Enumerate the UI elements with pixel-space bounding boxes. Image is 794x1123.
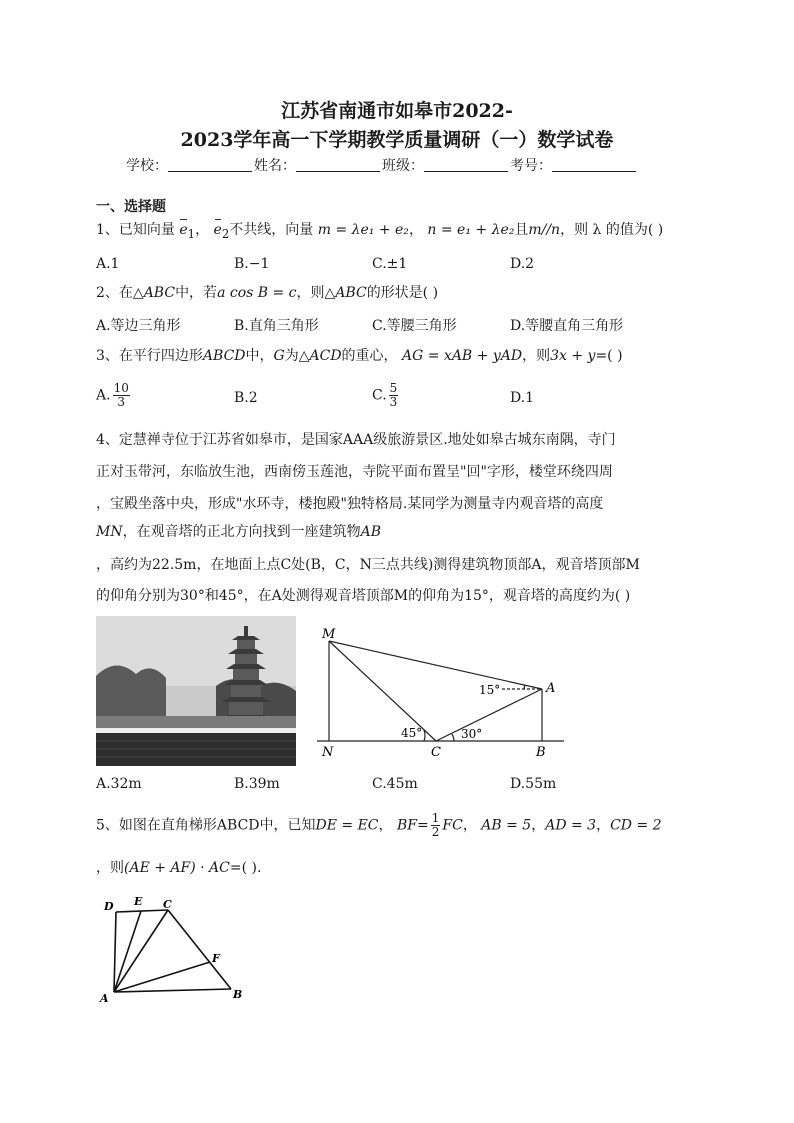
exam-title-line1: 江苏省南通市如皋市2022- <box>281 100 513 122</box>
q5-half-den: 2 <box>431 825 440 839</box>
q4-line-6: 的仰角分别为30°和45°，在A处测得观音塔顶部M的仰角为15°，观音塔的高度约为( ) <box>96 588 631 604</box>
q5-line2b: =( ). <box>229 860 262 876</box>
q4-line-1: 4、定慧禅寺位于江苏省如皋市，是国家AAA级旅游景区.地处如皋古城东南隅，寺门 <box>96 432 616 448</box>
q5-sep-4: ， <box>596 817 611 834</box>
q4-line-4 <box>96 522 381 542</box>
school-label: 学校： <box>126 158 168 174</box>
q5-ad: AD = 3 <box>545 817 597 834</box>
q4-option-a[interactable]: A.32m <box>96 776 142 792</box>
q4-line-5: ，高约为22.5m，在地面上点C处(B，C，N三点共线)测得建筑物顶部A，观音塔顶部M <box>96 557 640 573</box>
q3-option-b[interactable]: B.2 <box>234 390 258 406</box>
q1-prefix: 1、已知向量 <box>96 222 175 238</box>
trap-label-a: A <box>100 992 109 1005</box>
q3-text5: ，则 <box>522 348 551 364</box>
question-5-line-2 <box>96 858 261 878</box>
q1-sub1: 1 <box>187 226 196 241</box>
q1-cond: 且 <box>514 222 529 238</box>
q3-opt-c-den: 3 <box>389 395 398 409</box>
q3-opt-a-den: 3 <box>117 395 126 409</box>
q3-opt-a-prefix: A. <box>96 387 111 404</box>
q1-sep1: ， <box>195 222 210 238</box>
trap-label-d: D <box>104 900 114 913</box>
q5-text1: 5、如图在直角梯形ABCD中，已知 <box>96 817 316 834</box>
q2-option-b[interactable]: B.直角三角形 <box>234 318 319 334</box>
label-n: N <box>322 745 334 758</box>
question-3 <box>96 346 623 366</box>
student-info-row <box>126 155 638 175</box>
q2-text4: 的形状是( ) <box>366 285 439 301</box>
tower-geometry-diagram <box>312 626 568 758</box>
q3-opt-a-num: 10 <box>113 381 129 395</box>
pagoda-photo <box>96 616 296 766</box>
q5-half-fraction <box>431 812 441 839</box>
q2-text1: 2、在△ <box>96 285 144 301</box>
label-b: B <box>536 745 546 758</box>
q5-ab: AB = 5 <box>481 817 532 834</box>
q2-option-a[interactable]: A.等边三角形 <box>96 318 181 334</box>
q3-expr2: 3x + y <box>550 348 596 364</box>
q1-option-a[interactable]: A.1 <box>96 256 120 272</box>
name-field[interactable] <box>296 157 380 172</box>
q4-line-3: ，宝殿坐落中央，形成"水环寺，楼抱殿"独特格局.某同学为测量寺内观音塔的高度 <box>96 496 604 512</box>
id-field[interactable] <box>552 157 636 172</box>
q3-text4: 的重心， <box>341 348 398 364</box>
q5-line2a: ，则 <box>96 860 124 876</box>
q2-option-d[interactable]: D.等腰直角三角形 <box>510 318 624 334</box>
trap-label-b: B <box>233 988 243 1001</box>
q4-mn: MN <box>96 524 123 540</box>
q2-text2: 中，若 <box>175 285 218 301</box>
q5-sep-1: ， <box>378 817 393 834</box>
q3-opt-c-prefix: C. <box>372 387 387 404</box>
q2-text3: ，则△ <box>296 285 336 301</box>
school-field[interactable] <box>168 157 252 172</box>
q5-expr: (AE + AF) · AC <box>124 860 230 876</box>
q3-text6: =( ) <box>595 348 623 364</box>
label-m: M <box>322 627 336 642</box>
id-label: 考号： <box>510 158 552 174</box>
question-5-line-1 <box>96 812 662 839</box>
label-angle-45: 45° <box>401 726 423 740</box>
q3-opt-c-fraction <box>389 382 399 409</box>
q3-text2: 中， <box>245 348 274 364</box>
trap-label-f: F <box>212 952 220 965</box>
q5-sep-3: ， <box>531 817 546 834</box>
q3-option-d[interactable]: D.1 <box>510 390 535 406</box>
q1-sep2: ， <box>408 222 423 238</box>
exam-title-line2: 2023学年高一下学期教学质量调研（一）数学试卷 <box>180 129 614 151</box>
question-2 <box>96 283 438 303</box>
q5-eq: = <box>417 817 429 834</box>
label-c: C <box>431 745 441 758</box>
trapezoid-diagram <box>96 892 256 1010</box>
q1-n-expr: n = e₁ + λe₂ <box>427 222 515 238</box>
q1-mid: 不共线，向量 <box>229 222 314 238</box>
q2-abc2: ABC <box>335 285 367 301</box>
q5-cd: CD = 2 <box>610 817 662 834</box>
q2-abc: ABC <box>143 285 176 301</box>
q5-half-num: 1 <box>431 811 440 825</box>
q5-fc: FC <box>442 817 463 834</box>
q1-tail: ，则 λ 的值为( ) <box>560 222 664 238</box>
class-field[interactable] <box>424 157 508 172</box>
q3-text1: 3、在平行四边形 <box>96 348 203 364</box>
trap-label-c: C <box>163 898 172 911</box>
q4-option-b[interactable]: B.39m <box>234 776 280 792</box>
vector-e1: e <box>179 222 188 238</box>
q1-option-c[interactable]: C.±1 <box>372 256 408 272</box>
q3-text3: 为△ <box>284 348 310 364</box>
q3-option-a[interactable] <box>96 382 132 409</box>
section-title: 一、选择题 <box>96 199 166 215</box>
q4-ab: AB <box>360 524 381 540</box>
label-a: A <box>546 681 556 696</box>
q3-abcd: ABCD <box>202 348 246 364</box>
q1-m-expr: m = λe₁ + e₂ <box>317 222 409 238</box>
q4-option-c[interactable]: C.45m <box>372 776 418 792</box>
name-label: 姓名： <box>254 158 296 174</box>
q2-option-c[interactable]: C.等腰三角形 <box>372 318 457 334</box>
q1-sub2: 2 <box>221 226 230 241</box>
q1-parallel: m//n <box>528 222 561 238</box>
q3-opt-a-fraction <box>113 382 130 409</box>
q3-option-c[interactable] <box>372 382 400 409</box>
q3-opt-c-num: 5 <box>389 381 398 395</box>
q5-de-ec: DE = EC <box>315 817 379 834</box>
q3-vector-expr: AG = xAB + yAD <box>402 348 523 364</box>
q4-line4-text: ，在观音塔的正北方向找到一座建筑物 <box>122 524 361 540</box>
label-angle-30: 30° <box>461 727 483 741</box>
question-1 <box>96 220 663 244</box>
q4-option-d[interactable]: D.55m <box>510 776 557 792</box>
q3-g: G <box>273 348 285 364</box>
q1-option-b[interactable]: B.−1 <box>234 256 270 272</box>
q4-line-2: 正对玉带河，东临放生池，西南傍玉莲池，寺院平面布置呈"回"字形，楼堂环绕四周 <box>96 464 613 480</box>
q5-bf: BF <box>396 817 417 834</box>
trap-label-e: E <box>134 895 143 908</box>
vector-e2: e <box>213 222 222 238</box>
q1-option-d[interactable]: D.2 <box>510 256 535 272</box>
q5-sep-2: ， <box>462 817 477 834</box>
q3-acd: ACD <box>309 348 342 364</box>
label-angle-15: 15° <box>479 683 501 697</box>
q2-expr: a cos B = c <box>217 285 297 301</box>
class-label: 班级： <box>382 158 424 174</box>
